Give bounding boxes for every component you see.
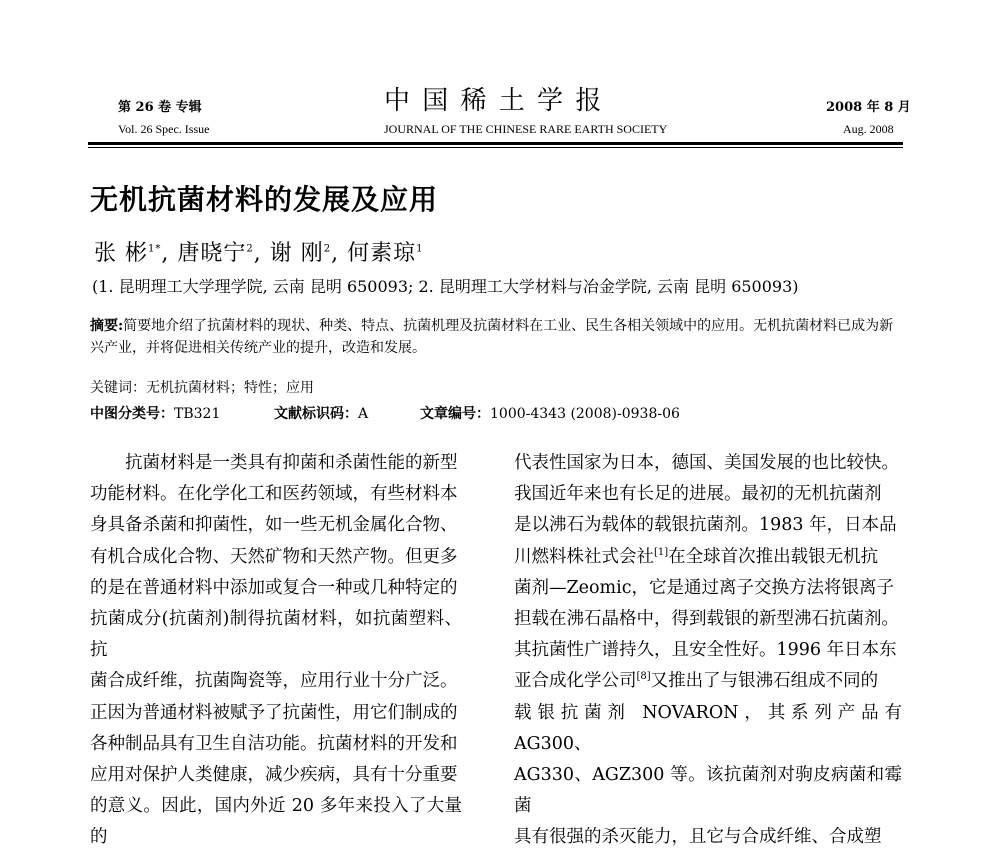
- citation-ref: [1]: [654, 546, 669, 558]
- author-mark: 2: [246, 243, 254, 255]
- article-number: [420, 403, 680, 423]
- keywords: 关键词：无机抗菌材料；特性；应用: [90, 380, 314, 396]
- body-line: 是以沸石为载体的载银抗菌剂。1983 年，日本品: [514, 515, 897, 536]
- body-line: 代表性国家为日本，德国、美国发展的也比较快。: [514, 453, 899, 473]
- author-mark: 2: [323, 243, 332, 255]
- journal-title-en: JOURNAL OF THE CHINESE RARE EARTH SOCIETY: [384, 122, 668, 136]
- body-text: 又推出了与银沸石组成不同的: [650, 671, 879, 692]
- body-line: AG330、AGZ300 等。该抗菌剂对驹皮病菌和霉菌: [514, 765, 902, 817]
- body-line: 载银抗菌剂 NOVARON，其系列产品有 AG300、: [514, 702, 902, 754]
- article-no-value: 1000-4343 (2008)-0938-06: [490, 406, 680, 422]
- body-line: 担载在沸石晶格中，得到载银的新型沸石抗菌剂。: [514, 609, 899, 630]
- date-cn: 2008 年 8 月: [826, 100, 911, 115]
- body-text: 在全球首次推出载银无机抗: [668, 546, 879, 567]
- body-left-column: [90, 448, 462, 854]
- doc-code-label: 文献标识码：: [274, 406, 358, 422]
- author-list: [94, 236, 424, 267]
- body-line: 身具备杀菌和抑菌性，如一些无机金属化合物、: [90, 515, 458, 536]
- body-line: [514, 542, 902, 573]
- author-separator: ,: [331, 241, 348, 266]
- body-right-column: [514, 448, 902, 854]
- doc-code: [274, 403, 368, 423]
- body-line: 正因为普通材料被赋予了抗菌性，用它们制成的: [90, 702, 458, 723]
- author-name: 谢 刚: [269, 241, 324, 266]
- body-line: [514, 666, 902, 697]
- clc-label: 中图分类号：: [90, 406, 174, 422]
- header-rule-thin: [88, 147, 903, 148]
- body-line: 菌剂—Zeomic，它是通过离子交换方法将银离子: [514, 577, 895, 598]
- body-line: 各种制品具有卫生自洁功能。抗菌材料的开发和: [90, 733, 458, 754]
- body-line: 的是在普通材料中添加或复合一种或几种特定的: [90, 577, 458, 598]
- body-line: 我国近年来也有长足的进展。最初的无机抗菌剂: [514, 484, 882, 505]
- article-title: 无机抗菌材料的发展及应用: [90, 183, 439, 216]
- abstract-text: 简要地介绍了抗菌材料的现状、种类、特点、抗菌机理及抗菌材料在工业、民生各相关领域中的应用。无机抗菌材料已成为新兴产业，并将促进相关传统产业的提升，改造和发展。: [90, 318, 894, 356]
- body-line: 有机合成化合物、天然矿物和天然产物。但更多: [90, 546, 458, 567]
- date-en: Aug. 2008: [843, 122, 894, 136]
- header-rule-thick: [88, 142, 903, 145]
- classification-line: [90, 403, 220, 423]
- body-text: 川燃料株社式会社: [514, 546, 654, 567]
- citation-ref: [8]: [636, 671, 651, 683]
- author-mark: 1*: [148, 243, 162, 255]
- clc-value: TB321: [174, 406, 221, 422]
- author-separator: ,: [161, 241, 178, 266]
- author-name: 何素琼: [347, 241, 417, 266]
- abstract: [90, 315, 900, 359]
- author-name: 唐晓宁: [177, 241, 247, 266]
- journal-title-cn: 中 国 稀 土 学 报: [384, 86, 604, 116]
- affiliation: (1. 昆明理工大学理学院, 云南 昆明 650093; 2. 昆明理工大学材料与冶金学院, 云南 昆明 650093): [92, 277, 799, 296]
- abstract-label: 摘要:: [90, 318, 124, 334]
- body-line: 抗菌材料是一类具有抑菌和杀菌性能的新型: [90, 453, 458, 473]
- volume-en: Vol. 26 Spec. Issue: [118, 122, 210, 136]
- body-text: 亚合成化学公司: [514, 671, 637, 692]
- body-line: 功能材料。在化学化工和医药领域，有些材料本: [90, 484, 458, 505]
- body-line: 应用对保护人类健康，减少疾病，具有十分重要: [90, 765, 458, 786]
- author-mark: 1: [416, 243, 424, 255]
- body-line: 菌合成纤维，抗菌陶瓷等，应用行业十分广泛。: [90, 671, 458, 692]
- body-line: 的意义。因此，国内外近 20 多年来投入了大量的: [90, 796, 462, 848]
- author-name: 张 彬: [94, 241, 148, 266]
- doc-code-value: A: [358, 406, 369, 422]
- body-line: 其抗菌性广谱持久，且安全性好。1996 年日本东: [514, 640, 897, 661]
- body-line: 抗菌成分(抗菌剂)制得抗菌材料，如抗菌塑料、抗: [90, 609, 462, 661]
- volume-cn: 第 26 卷 专辑: [118, 100, 202, 115]
- article-no-label: 文章编号：: [420, 406, 490, 422]
- body-line: 具有很强的杀灭能力，且它与合成纤维、合成塑: [514, 827, 882, 848]
- author-separator: ,: [253, 241, 270, 266]
